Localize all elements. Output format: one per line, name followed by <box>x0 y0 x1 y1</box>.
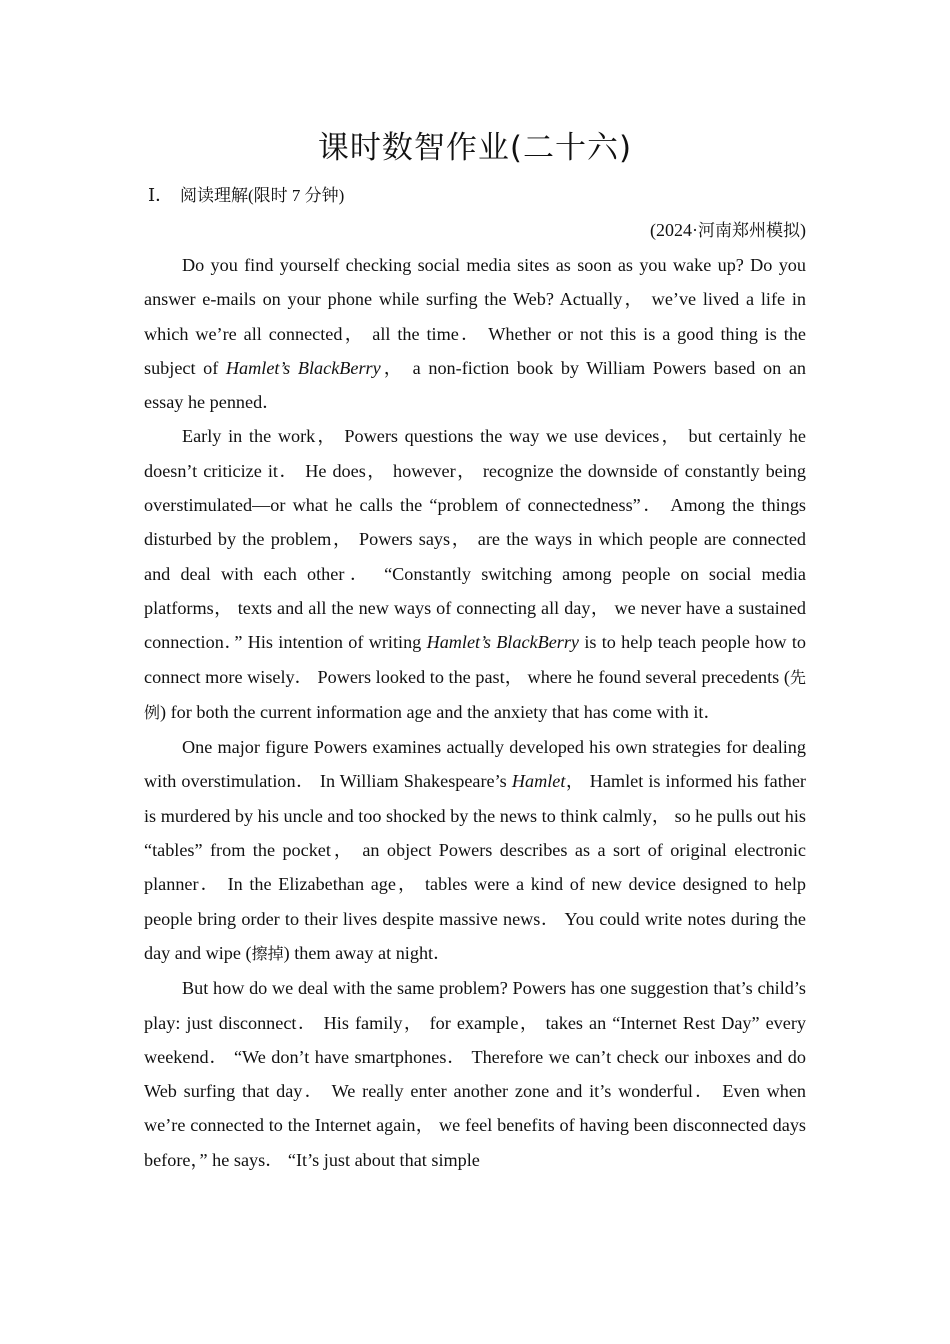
book-title: Hamlet’s BlackBerry <box>426 632 580 653</box>
paragraph-3-text-a: One major figure Powers examines actually developed his own strategies for dealing with overstimulation． In William Shakespeare’s <box>144 737 806 792</box>
paragraph-2-text-a: Early in the work， Powers questions the way we use devices， but certainly he doesn’t criticize it． He does， however， recognize the downside of constantly being overstimulated—or what he calls the “problem of connectedness”． Among the things disturbed by the problem， Powers says， are the ways in which people are connected and deal with each other． “Constantly switching among people on social media platforms， texts and all the new ways of connecting all day， we never have a sustained connection．” His intention of writing <box>144 426 806 653</box>
play-title: Hamlet <box>511 771 566 792</box>
section-heading <box>144 178 806 213</box>
section-time-limit: (限时 7 分钟) <box>248 186 345 205</box>
source-year: (2024 <box>650 220 692 240</box>
paragraph-2 <box>144 419 806 730</box>
paragraph-3-text-b: ， Hamlet is informed his father is murdered by his uncle and too shocked by the news to think calmly， so he pulls out his “tables” from the pocket， an object Powers describes as a sort of original electronic planner． In the Elizabethan age， tables were a kind of new device designed to help people bring order to their lives despite massive news． You could write notes during the day and wipe ( <box>144 771 806 963</box>
paragraph-3 <box>144 730 806 971</box>
section-name: 阅读理解 <box>180 186 248 206</box>
source-place: 河南郑州模拟 <box>698 221 800 241</box>
paragraph-1 <box>144 248 806 419</box>
gloss-wipe: 擦掉 <box>251 943 284 963</box>
paragraph-1-text-b: ， a non-fiction book by William Powers based on an essay he penned． <box>144 357 806 413</box>
gloss-precedents: 先例 <box>144 667 806 722</box>
paragraph-4-text-a: But how do we deal with the same problem? Powers has one suggestion that’s child’s play: just disconnect． His family， for example， takes an “Internet Rest Day” every weekend． “We don’t have smartphones． Therefore we can’t check our inboxes and do Web surfing that day． We really enter another zone and it’s wonderful． Even when we’re connected to the Internet again， we feel benefits of having been disconnected days before，” he says． “It’s just about that simple <box>144 978 806 1170</box>
paragraph-1-text-a: Do you find yourself checking social media sites as soon as you wake up? Do you answer e-mails on your phone while surfing the Web? Actually， we’ve lived a life in which we’re all connected， all the time． Whether or not this is a good thing is the subject of <box>144 255 806 378</box>
paragraph-2-text-b: is to help teach people how to connect more wisely． Powers looked to the past， where he found several precedents ( <box>144 632 806 687</box>
document-page <box>144 120 806 1177</box>
paragraph-3-text-c: ) them away at night． <box>283 942 452 963</box>
book-title: Hamlet’s BlackBerry <box>225 357 381 378</box>
paragraph-4 <box>144 971 806 1177</box>
source-citation <box>144 213 806 248</box>
source-dot: · <box>692 220 698 240</box>
page-title: 课时数智作业(二十六) <box>317 130 633 166</box>
paragraph-2-text-c: ) for both the current information age and the anxiety that has come with it． <box>160 701 722 722</box>
section-numeral: Ⅰ． <box>148 185 174 205</box>
source-close: ) <box>800 220 806 240</box>
